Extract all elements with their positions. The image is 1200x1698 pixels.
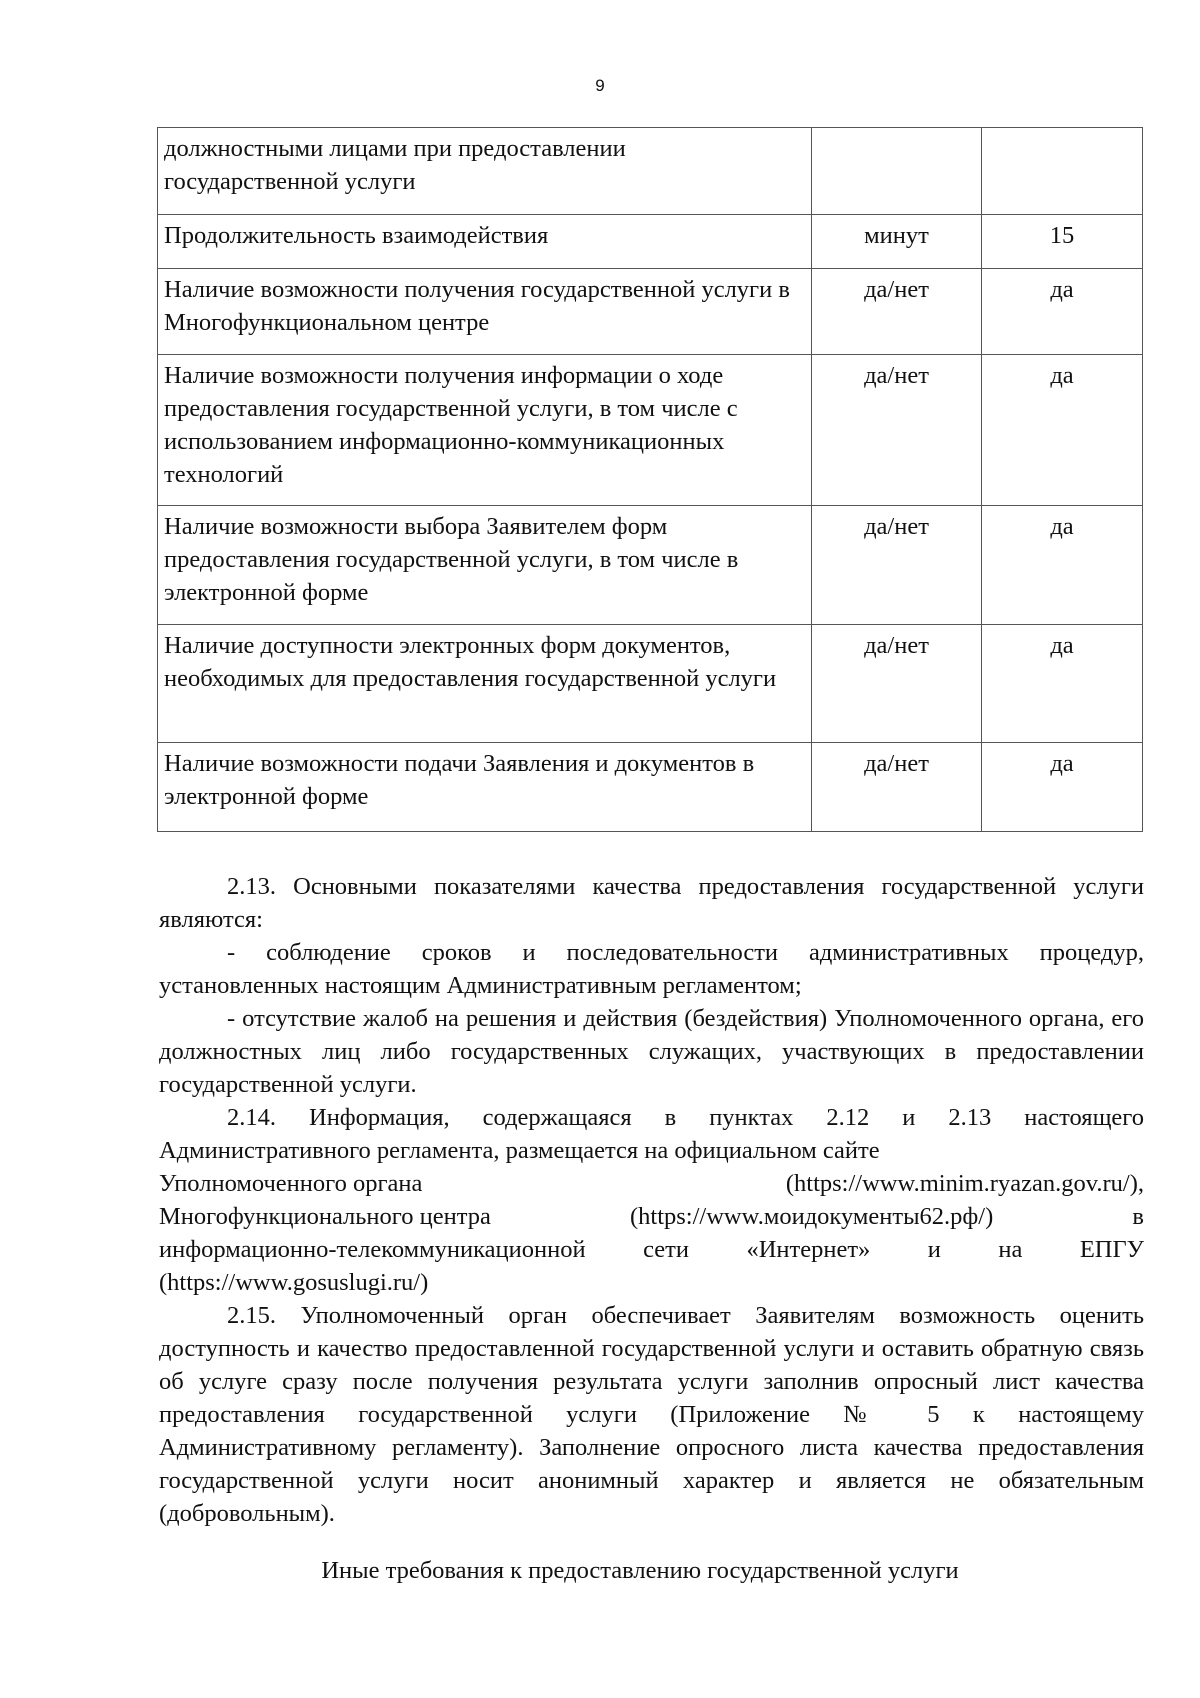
- unit-cell: да/нет: [812, 743, 982, 832]
- unit-cell: да/нет: [812, 269, 982, 355]
- unit-cell: да/нет: [812, 625, 982, 743]
- quality-indicators-table: [157, 127, 1143, 832]
- paragraph-2-13-item-1: - соблюдение сроков и последовательности административных процедур, установленных настоящим Административным регламентом;: [159, 939, 1144, 999]
- indicator-cell: Наличие возможности получения государственной услуги в Многофункциональном центре: [158, 269, 812, 355]
- value-cell: да: [982, 269, 1143, 355]
- value-cell: 15: [982, 215, 1143, 269]
- unit-cell: да/нет: [812, 355, 982, 506]
- org-name-authority: Уполномоченного органа: [159, 1170, 423, 1197]
- indicator-cell: Наличие возможности получения информации о ходе предоставления государственной услуги, в том числе с использованием информационно-коммуникационных технологий: [158, 355, 812, 506]
- conjunction: в: [1132, 1203, 1144, 1230]
- indicator-cell: Наличие доступности электронных форм документов, необходимых для предоставления государственной услуги: [158, 625, 812, 743]
- value-cell: да: [982, 743, 1143, 832]
- paragraph-2-14-line-2: [159, 1167, 1144, 1200]
- unit-cell: да/нет: [812, 506, 982, 625]
- value-cell: да: [982, 355, 1143, 506]
- org-name-mfc: Многофункционального центра: [159, 1203, 491, 1230]
- page-number: 9: [595, 76, 605, 95]
- indicator-cell: должностными лицами при предоставлении государственной услуги: [158, 128, 812, 215]
- paragraph-2-14-line-1: 2.14. Информация, содержащаяся в пунктах 2.12 и 2.13 настоящего Административного регламента, размещается на официальном сайте: [159, 1104, 1144, 1164]
- unit-cell: минут: [812, 215, 982, 269]
- table-row: [158, 355, 1143, 506]
- paragraph-2-13-item-2: - отсутствие жалоб на решения и действия (бездействия) Уполномоченного органа, его должностных лиц либо государственных служащих, участвующих в предоставлении государственной услуги.: [159, 1005, 1144, 1098]
- value-cell: да: [982, 625, 1143, 743]
- paragraph-2-14-line-4: информационно-телекоммуникационной сети «Интернет» и на ЕПГУ: [159, 1236, 1144, 1263]
- url-authority-site: (https://www.minim.ryazan.gov.ru/),: [785, 1170, 1144, 1197]
- unit-cell: [812, 128, 982, 215]
- body-text: [159, 870, 1144, 1530]
- value-cell: да: [982, 506, 1143, 625]
- indicator-cell: Продолжительность взаимодействия: [158, 215, 812, 269]
- table-row: [158, 743, 1143, 832]
- value-cell: [982, 128, 1143, 215]
- table-row: [158, 269, 1143, 355]
- paragraph-2-13-intro: 2.13. Основными показателями качества предоставления государственной услуги являются:: [159, 873, 1144, 933]
- table-row: [158, 625, 1143, 743]
- url-mfc-site: (https://www.моидокументы62.рф/): [629, 1203, 994, 1230]
- table-row: [158, 215, 1143, 269]
- indicator-cell: Наличие возможности подачи Заявления и документов в электронной форме: [158, 743, 812, 832]
- paragraph-2-14-line-3: [159, 1200, 1144, 1233]
- table-row: [158, 506, 1143, 625]
- table-row: [158, 128, 1143, 215]
- section-heading: Иные требования к предоставлению государственной услуги: [321, 1557, 959, 1584]
- url-gosuslugi: (https://www.gosuslugi.ru/): [159, 1269, 429, 1296]
- paragraph-2-15: 2.15. Уполномоченный орган обеспечивает Заявителям возможность оценить доступность и качество предоставленной государственной услуги и оставить обратную связь об услуге сразу после получения результата услуги заполнив опросный лист качества предоставления государственной услуги (Приложение № 5 к настоящему Административному регламенту). Заполнение опросного листа качества предоставления государственной услуги носит анонимный характер и является не обязательным (добровольным).: [159, 1302, 1144, 1527]
- indicator-cell: Наличие возможности выбора Заявителем форм предоставления государственной услуги, в том числе в электронной форме: [158, 506, 812, 625]
